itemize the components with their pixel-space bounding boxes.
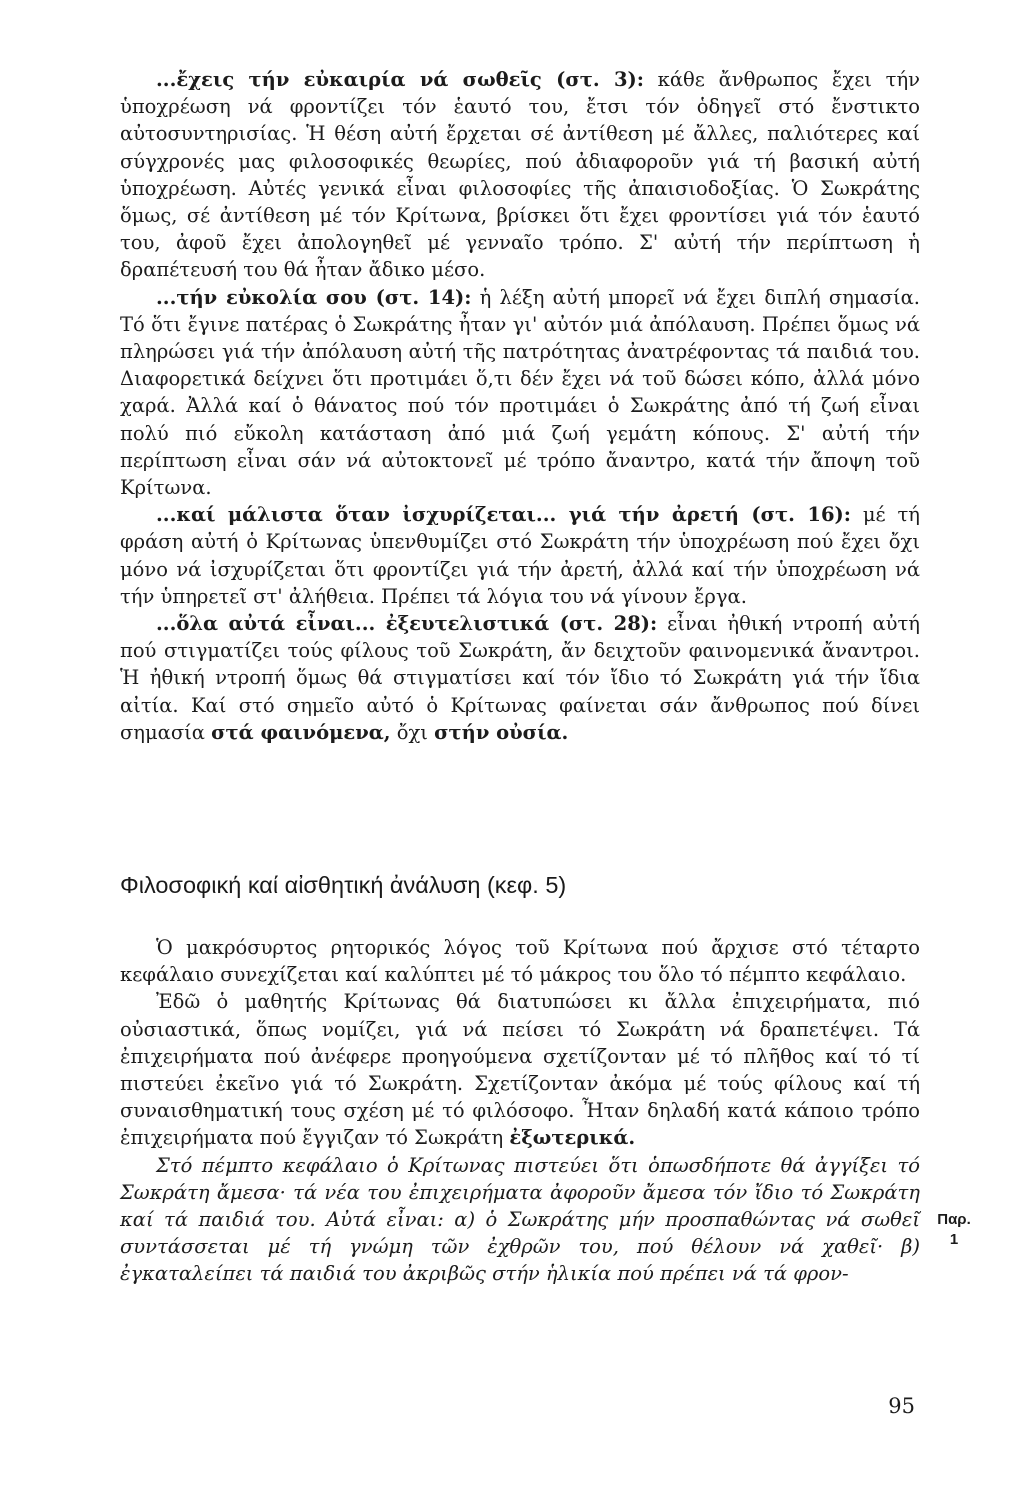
commentary-paragraph: ...ἔχεις τήν εὐκαιρία νά σωθεῖς (στ. 3): κάθε ἄνθρωπος ἔχει τήν ὑποχρέωση νά φροντίζει τόν ἑαυτό του, ἔτσι τόν ὁδηγεῖ στό ἔνστικτο αὐτοσυντηρισίας. Ἡ θέση αὐτή ἔρχεται σέ ἀντίθεση μέ ἄλλες, παλιότερες καί σύγχρονές μας φιλοσοφικές θεωρίες, πού ἀδιαφοροῦν γιά τή βασική αὐτή ὑποχρέωση. Αὐτές γενικά εἶναι φιλοσοφίες τῆς ἀπαισιοδοξίας. Ὁ Σωκράτης ὅμως, σέ ἀντίθεση μέ τόν Κρίτωνα, βρίσκει ὅτι ἔχει φροντίσει γιά τόν ἑαυτό του, ἀφοῦ ἔχει ἀπολογηθεῖ μέ γενναῖο τρόπο. Σ' αὐτή τήν περίπτωση ἡ δραπέτευσή του θά ἦταν ἄδικο μέσο. <box>120 68 920 282</box>
commentary-paragraph: ...καί μάλιστα ὅταν ἰσχυρίζεται... γιά τήν ἀρετή (στ. 16): μέ τή φράση αὐτή ὁ Κρίτωνας ὑπενθυμίζει στό Σωκράτη τήν ὑποχρέωση πού ἔχει ὄχι μόνο νά ἰσχυρίζεται ὅτι φροντίζει γιά τήν ἀρετή, ἀλλά καί τήν ὑποχρέωση νά τήν ὑπηρετεῖ στ' ἀλήθεια. Πρέπει τά λόγια του νά γίνουν ἔργα. <box>120 503 920 608</box>
margin-note <box>924 1210 984 1250</box>
commentary-section <box>120 66 920 746</box>
margin-note-number: 1 <box>949 1231 959 1248</box>
commentary-paragraph: ...ὅλα αὐτά εἶναι... ἐξευτελιστικά (στ. 28): εἶναι ἠθική ντροπή αὐτή πού στιγματίζει τούς φίλους τοῦ Σωκράτη, ἄν δειχτοῦν φαινομενικά ἄναντροι. Ἡ ἠθική ντροπή ὅμως θά στιγματίσει καί τόν ἴδιο τό Σωκράτη γιά τήν ἴδια αἰτία. Καί στό σημεῖο αὐτό ὁ Κρίτωνας φαίνεται σάν ἄνθρωπος πού δίνει σημασία στά φαινόμενα, ὄχι στήν οὐσία. <box>120 612 920 744</box>
analysis-paragraph: Ἐδῶ ὁ μαθητής Κρίτωνας θά διατυπώσει κι ἄλλα ἐπιχειρήματα, πιό οὐσιαστικά, ὅπως νομίζει, γιά νά πείσει τό Σωκράτη νά δραπετέψει. Τά ἐπιχειρήματα πού ἀνέφερε προηγούμενα σχετίζονταν μέ τό πλῆθος καί τό τί πιστεύει ἐκεῖνο γιά τό Σωκράτη. Σχετίζονταν ἀκόμα μέ τούς φίλους καί τή συναισθηματική τους σχέση μέ τό φιλόσοφο. Ἦταν δηλαδή κατά κάποιο τρόπο ἐπιχειρήματα πού ἔγγιζαν τό Σωκράτη ἐξωτερικά. <box>120 990 920 1150</box>
quoted-phrase: ...ὅλα αὐτά εἶναι... ἐξευτελιστικά (στ. 28): <box>156 612 658 636</box>
margin-note-label: Παρ. <box>937 1211 971 1228</box>
page-number: 95 <box>888 1394 915 1418</box>
analysis-section <box>120 934 920 1288</box>
quoted-phrase: ...ἔχεις τήν εὐκαιρία νά σωθεῖς (στ. 3): <box>156 68 644 91</box>
quoted-phrase: ...καί μάλιστα ὅταν ἰσχυρίζεται... γιά τήν ἀρετή (στ. 16): <box>156 503 851 527</box>
commentary-paragraph: ...τήν εὐκολία σου (στ. 14): ἡ λέξη αὐτή μπορεῖ νά ἔχει διπλή σημασία. Τό ὅτι ἔγινε πατέρας ὁ Σωκράτης ἦταν γι' αὐτόν μιά ἀπόλαυση. Πρέπει ὅμως νά πληρώσει γιά τήν ἀπόλαυση αὐτή τῆς πατρότητας ἀνατρέφοντας τά παιδιά του. Διαφορετικά δείχνει ὅτι προτιμάει ὅ,τι δέν ἔχει νά τοῦ δώσει κόπο, ἀλλά μόνο χαρά. Ἀλλά καί ὁ θάνατος πού τόν προτιμάει ὁ Σωκράτης ἀπό τή ζωή εἶναι πολύ πιό εὔκολη κατάσταση ἀπό μιά ζωή γεμάτη κόπους. Σ' αὐτή τήν περίπτωση εἶναι σάν νά αὐτοκτονεῖ μέ τρόπο ἄναντρο, κατά τήν ἄποψη τοῦ Κρίτωνα. <box>120 285 920 500</box>
section-heading: Φιλοσοφική καί αἰσθητική ἀνάλυση (κεφ. 5) <box>120 872 567 898</box>
analysis-paragraph: Ὁ μακρόσυρτος ρητορικός λόγος τοῦ Κρίτωνα πού ἄρχισε στό τέταρτο κεφάλαιο συνεχίζεται καί καλύπτει μέ τό μάκρος του ὅλο τό πέμπτο κεφάλαιο. <box>120 936 920 987</box>
quoted-phrase: ...τήν εὐκολία σου (στ. 14): <box>156 285 472 309</box>
analysis-paragraph: Στό πέμπτο κεφάλαιο ὁ Κρίτωνας πιστεύει ὅτι ὁπωσδήποτε θά ἀγγίξει τό Σωκράτη ἄμεσα· τά νέα του ἐπιχειρήματα ἀφοροῦν ἄμεσα τόν ἴδιο τό Σωκράτη καί τά παιδιά του. Αὐτά εἶναι: α) ὁ Σωκράτης μήν προσπαθώντας νά σωθεῖ συντάσσεται μέ τή γνώμη τῶν ἐχθρῶν του, πού θέλουν νά χαθεῖ· β) ἐγκαταλείπει τά παιδιά του ἀκριβῶς στήν ἡλικία πού πρέπει νά τά φρον- <box>120 1153 920 1286</box>
